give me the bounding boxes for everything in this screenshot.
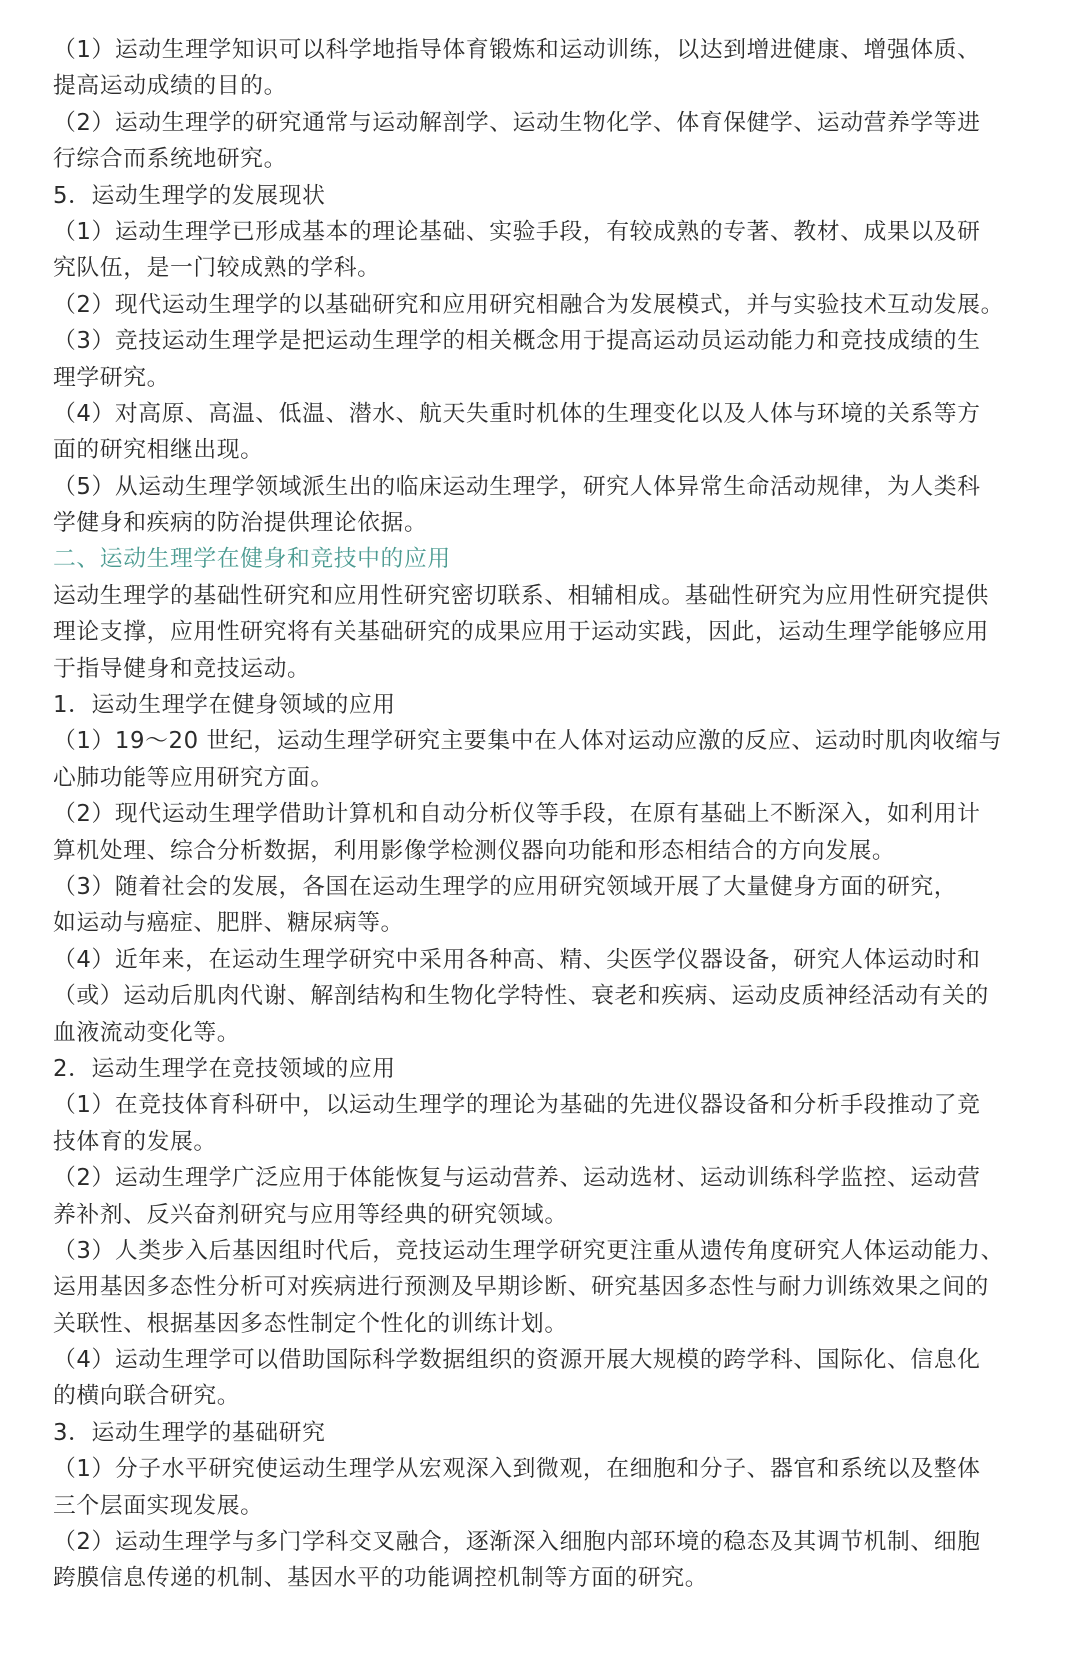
paragraph-line: 运动生理学的基础性研究和应用性研究密切联系、相辅相成。基础性研究为应用性研究提供 xyxy=(53,582,989,609)
subsection-heading: 2．运动生理学在竞技领域的应用 xyxy=(53,1055,396,1082)
paragraph-line: 提高运动成绩的目的。 xyxy=(53,73,287,100)
paragraph-line: （2）运动生理学与多门学科交叉融合，逐渐深入细胞内部环境的稳态及其调节机制、细胞 xyxy=(53,1529,981,1556)
paragraph-line: （5）从运动生理学领域派生出的临床运动生理学，研究人体异常生命活动规律，为人类科 xyxy=(53,473,981,500)
paragraph-line: 于指导健身和竞技运动。 xyxy=(53,655,311,682)
paragraph-line: （1）19～20 世纪，运动生理学研究主要集中在人体对运动应激的反应、运动时肌肉收缩与 xyxy=(53,728,1003,755)
paragraph-line: （2）现代运动生理学借助计算机和自动分析仪等手段，在原有基础上不断深入，如利用计 xyxy=(53,801,981,828)
paragraph-line: （或）运动后肌肉代谢、解剖结构和生物化学特性、衰老和疾病、运动皮质神经活动有关的 xyxy=(53,983,989,1010)
paragraph-line: 三个层面实现发展。 xyxy=(53,1492,264,1519)
paragraph-line: （2）运动生理学的研究通常与运动解剖学、运动生物化学、体育保健学、运动营养学等进 xyxy=(53,109,981,136)
paragraph-line: 技体育的发展。 xyxy=(53,1128,217,1155)
paragraph-line: 关联性、根据基因多态性制定个性化的训练计划。 xyxy=(53,1310,568,1337)
subsection-heading: 5．运动生理学的发展现状 xyxy=(53,182,326,209)
paragraph-line: （4）对高原、高温、低温、潜水、航天失重时机体的生理变化以及人体与环境的关系等方 xyxy=(53,400,981,427)
paragraph-line: 的横向联合研究。 xyxy=(53,1383,241,1410)
paragraph-line: 运用基因多态性分析可对疾病进行预测及早期诊断、研究基因多态性与耐力训练效果之间的 xyxy=(53,1274,989,1301)
section-heading: 二、运动生理学在健身和竞技中的应用 xyxy=(53,546,451,573)
paragraph-line: （1）运动生理学已形成基本的理论基础、实验手段，有较成熟的专著、教材、成果以及研 xyxy=(53,218,981,245)
paragraph-line: （1）在竞技体育科研中，以运动生理学的理论为基础的先进仪器设备和分析手段推动了竞 xyxy=(53,1092,981,1119)
paragraph-line: （3）随着社会的发展，各国在运动生理学的应用研究领域开展了大量健身方面的研究， xyxy=(53,873,958,900)
paragraph-line: （1）运动生理学知识可以科学地指导体育锻炼和运动训练，以达到增进健康、增强体质、 xyxy=(53,37,981,63)
paragraph-line: 理学研究。 xyxy=(53,364,170,391)
paragraph-line: （1）分子水平研究使运动生理学从宏观深入到微观，在细胞和分子、器官和系统以及整体 xyxy=(53,1456,981,1483)
paragraph-line: 学健身和疾病的防治提供理论依据。 xyxy=(53,510,428,537)
paragraph-line: （2）现代运动生理学的以基础研究和应用研究相融合为发展模式，并与实验技术互动发展。 xyxy=(53,291,1004,318)
document-page xyxy=(53,32,1028,1597)
paragraph-line: （3）人类步入后基因组时代后，竞技运动生理学研究更注重从遗传角度研究人体运动能力、 xyxy=(53,1237,1004,1264)
paragraph-line: 跨膜信息传递的机制、基因水平的功能调控机制等方面的研究。 xyxy=(53,1565,709,1592)
paragraph-line: 行综合而系统地研究。 xyxy=(53,146,287,173)
paragraph-line: 如运动与癌症、肥胖、糖尿病等。 xyxy=(53,910,404,937)
paragraph-line: 心肺功能等应用研究方面。 xyxy=(53,764,334,791)
paragraph-line: 面的研究相继出现。 xyxy=(53,437,264,464)
paragraph-line: 究队伍，是一门较成熟的学科。 xyxy=(53,255,381,282)
paragraph-line: （4）运动生理学可以借助国际科学数据组织的资源开展大规模的跨学科、国际化、信息化 xyxy=(53,1347,981,1374)
paragraph-line: （3）竞技运动生理学是把运动生理学的相关概念用于提高运动员运动能力和竞技成绩的生 xyxy=(53,328,981,355)
paragraph-line: 理论支撑，应用性研究将有关基础研究的成果应用于运动实践，因此，运动生理学能够应用 xyxy=(53,619,989,646)
paragraph-line: 血液流动变化等。 xyxy=(53,1019,241,1046)
subsection-heading: 3．运动生理学的基础研究 xyxy=(53,1419,326,1446)
subsection-heading: 1．运动生理学在健身领域的应用 xyxy=(53,692,396,719)
paragraph-line: 养补剂、反兴奋剂研究与应用等经典的研究领域。 xyxy=(53,1201,568,1228)
paragraph-line: （2）运动生理学广泛应用于体能恢复与运动营养、运动选材、运动训练科学监控、运动营 xyxy=(53,1165,981,1192)
paragraph-line: （4）近年来，在运动生理学研究中采用各种高、精、尖医学仪器设备，研究人体运动时和 xyxy=(53,946,981,973)
paragraph-line: 算机处理、综合分析数据，利用影像学检测仪器向功能和形态相结合的方向发展。 xyxy=(53,837,896,864)
